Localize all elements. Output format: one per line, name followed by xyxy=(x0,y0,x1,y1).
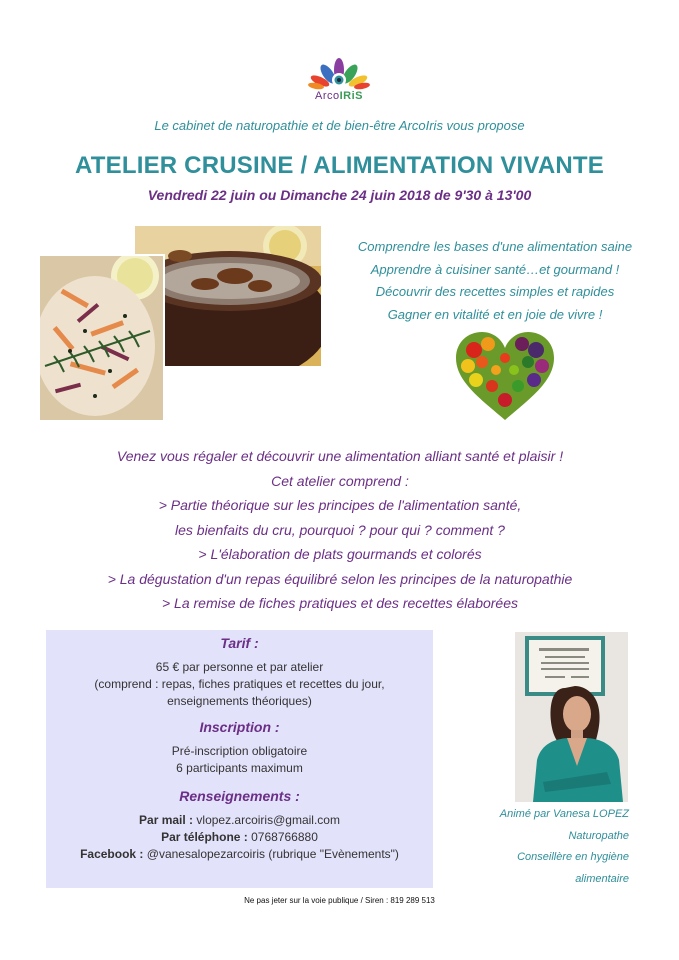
footer-notice: Ne pas jeter sur la voie publique / Siren : 819 289 513 xyxy=(244,896,435,905)
program-line: Venez vous régaler et découvrir une alimentation alliant santé et plaisir ! xyxy=(116,448,564,464)
workshop-goals xyxy=(330,236,660,326)
inscription-line: Pré-inscription obligatoire xyxy=(171,744,308,758)
inscription-heading: Inscription : xyxy=(199,719,280,735)
tarif-heading: Tarif : xyxy=(220,635,259,651)
goal-line: Gagner en vitalité et en joie de vivre ! xyxy=(387,306,603,322)
contact-facebook xyxy=(46,846,433,863)
fruit-heart-image xyxy=(452,330,558,422)
event-dates: Vendredi 22 juin ou Dimanche 24 juin 2018 de 9'30 à 13'00 xyxy=(147,187,532,203)
phone-label: Par téléphone : xyxy=(161,830,248,844)
tarif-line: 65 € par personne et par atelier xyxy=(155,660,324,674)
credit-line: Animé par Vanesa LOPEZ xyxy=(499,808,629,820)
contact-details xyxy=(46,812,433,863)
contact-phone xyxy=(46,829,433,846)
mail-link[interactable]: vlopez.arcoiris@gmail.com xyxy=(193,813,340,827)
credit-line: Conseillère en hygiène xyxy=(517,851,629,863)
inscription-line: 6 participants maximum xyxy=(176,761,303,775)
goal-line: Découvrir des recettes simples et rapides xyxy=(375,284,615,299)
info-box xyxy=(46,630,433,888)
goal-line: Apprendre à cuisiner santé…et gourmand ! xyxy=(370,261,620,277)
intro-line: Le cabinet de naturopathie et de bien-être ArcoIris vous propose xyxy=(154,118,525,133)
credit-line: Naturopathe xyxy=(568,829,629,842)
program-line: > La dégustation d'un repas équilibré selon les principes de la naturopathie xyxy=(107,570,573,587)
credit-line: alimentaire xyxy=(575,872,629,885)
phone-number[interactable]: 0768766880 xyxy=(247,830,318,844)
program-line: > Partie théorique sur les principes de l'alimentation santé, xyxy=(158,497,522,513)
tarif-line: (comprend : repas, fiches pratiques et recettes du jour, xyxy=(94,677,385,691)
program-line: les bienfaits du cru, pourquoi ? pour qui ? comment ? xyxy=(175,521,505,538)
renseignements-heading: Renseignements : xyxy=(179,788,300,804)
facebook-handle[interactable]: @vanesalopezarcoiris (rubrique "Evènements") xyxy=(143,847,399,861)
facebook-label: Facebook : xyxy=(80,847,144,861)
workshop-program xyxy=(60,444,620,616)
inscription-details xyxy=(46,743,433,777)
program-line: > L'élaboration de plats gourmands et colorés xyxy=(198,546,482,562)
program-line: > La remise de fiches pratiques et des recettes élaborées xyxy=(161,595,519,611)
logo-text-part1: Arco xyxy=(314,90,340,102)
logo-text-part2: IRiS xyxy=(339,90,364,102)
tarif-details xyxy=(46,659,433,710)
program-line: Cet atelier comprend : xyxy=(271,472,409,489)
contact-mail xyxy=(46,812,433,829)
salad-photo xyxy=(38,254,165,422)
page-title: ATELIER CRUSINE / ALIMENTATION VIVANTE xyxy=(75,152,604,179)
logo-wordmark xyxy=(306,90,372,102)
goal-line: Comprendre les bases d'une alimentation saine xyxy=(357,239,633,254)
mail-label: Par mail : xyxy=(139,813,194,827)
naturopath-photo xyxy=(515,632,628,802)
facilitator-credits xyxy=(455,804,629,890)
tarif-line: enseignements théoriques) xyxy=(167,694,312,708)
